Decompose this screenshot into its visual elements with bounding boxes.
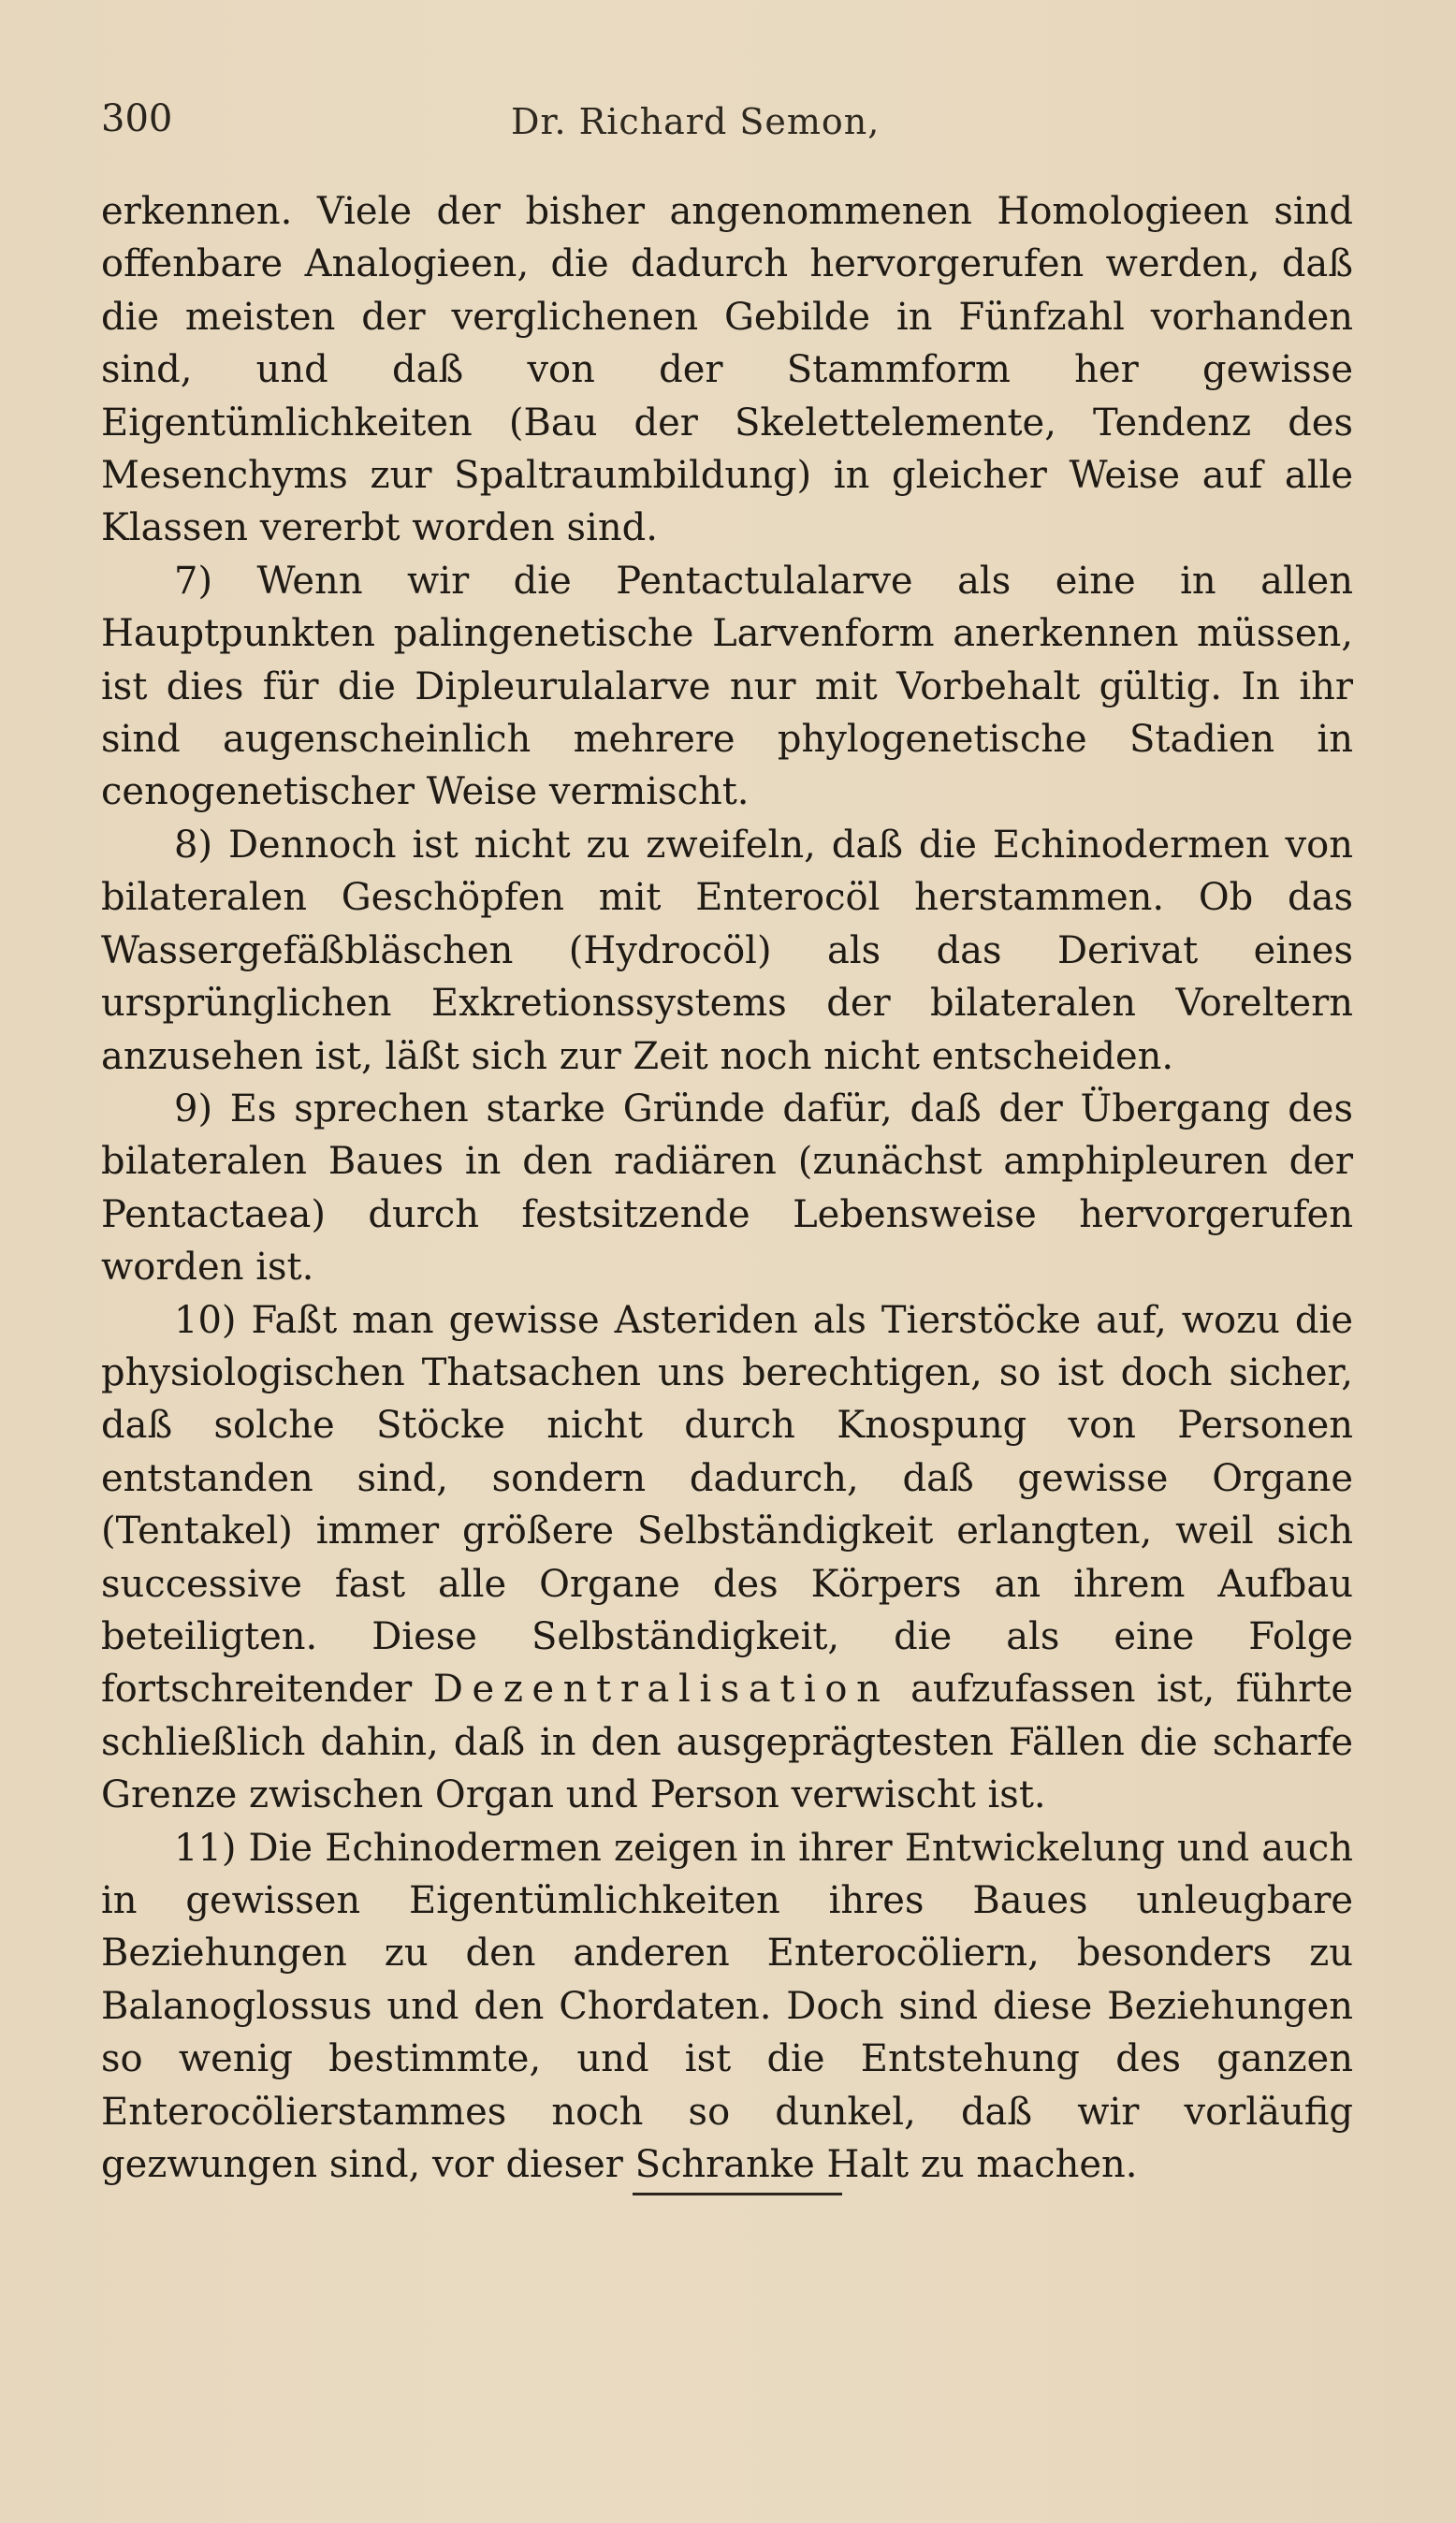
body-text [101,185,1353,2191]
section-end-rule [633,2193,842,2195]
page-number: 300 [101,97,173,140]
conclusion-10 [101,1294,1353,1822]
continuation-paragraph: erkennen. Viele der bisher angenommenen Homologieen sind offenbare Analogieen, die dadurch hervorgerufen werden, daß die meisten der verglichenen Gebilde in Fünfzahl vorhanden sind, und daß von der Stammform her gewisse Eigentümlichkeiten (Bau der Skelettelemente, Tendenz des Mesenchyms zur Spaltraumbildung) in gleicher Weise auf alle Klassen vererbt worden sind. [101,190,1353,550]
conclusion-10-text-end: aufzufassen ist, führte schließlich dahin, daß in den ausgeprägtesten Fällen die scharfe Grenze zwischen Organ und Person verwischt ist. [101,1668,1354,1817]
conclusion-9: 9) Es sprechen starke Gründe dafür, daß der Übergang des bilateralen Baues in den radiären (zunächst amphipleuren der Pentactaea) durch festsitzende Lebensweise hervorgerufen worden ist. [101,1086,1353,1290]
conclusion-10-text-start: 10) Faßt man gewisse Asteriden als Tierstöcke auf, wozu die physiologischen Thatsachen uns berechtigen, so ist doch sicher, daß solche Stöcke nicht durch Knospung von Personen entstanden sind, sondern dadurch, daß gewisse Organe (Tentakel) immer größere Selbständigkeit erlangten, weil sich successive fast alle Organe des Körpers an ihrem Aufbau beteiligten. Diese Selbständigkeit, die als eine Folge fortschreitender [101,1298,1353,1712]
page-header [101,90,1355,146]
running-head: Dr. Richard Semon, [511,101,881,142]
conclusion-8: 8) Dennoch ist nicht zu zweifeln, daß die Echinodermen von bilateralen Geschöpfen mit Enterocöl herstammen. Ob das Wassergefäßbläschen (Hydrocöl) als das Derivat eines ursprünglichen Exkretionssystems der bilateralen Voreltern anzusehen ist, läßt sich zur Zeit noch nicht entscheiden. [101,823,1353,1078]
conclusion-11: 11) Die Echinodermen zeigen in ihrer Entwickelung und auch in gewissen Eigentümlichkeiten ihres Baues unleugbare Beziehungen zu den anderen Enterocöliern, besonders zu Balanoglossus und den Chordaten. Doch sind diese Beziehungen so wenig bestimmte, und ist die Entstehung des ganzen Enterocölierstammes noch so dunkel, daß wir vorläufig gezwungen sind, vor dieser Schranke Halt zu machen. [101,1826,1353,2187]
conclusion-7: 7) Wenn wir die Pentactulalarve als eine in allen Hauptpunkten palingenetische Larvenform anerkennen müssen, ist dies für die Dipleurulalarve nur mit Vorbehalt gültig. In ihr sind augenscheinlich mehrere phylogenetische Stadien in cenogenetischer Weise vermischt. [101,559,1353,814]
emphasized-word: Dezentralisation [432,1668,890,1712]
